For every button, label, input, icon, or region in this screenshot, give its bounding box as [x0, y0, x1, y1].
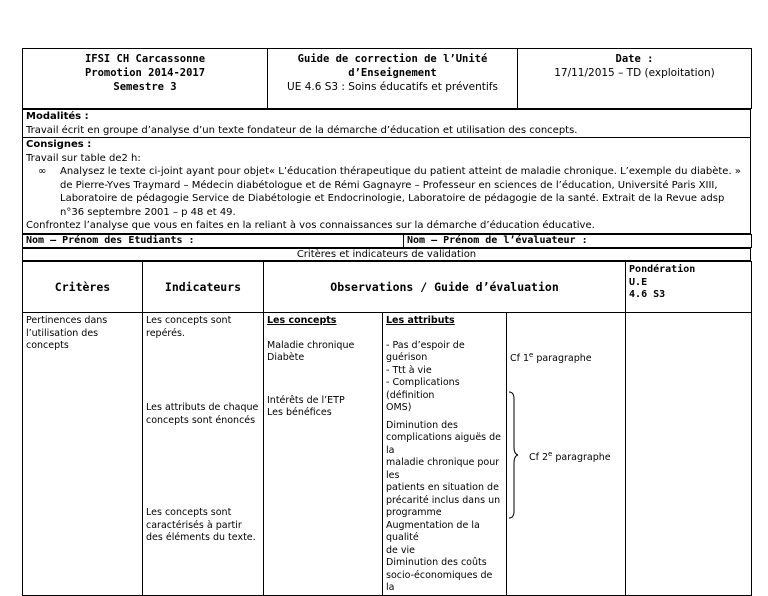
list-item: [38, 165, 747, 219]
indicateur-1: Les concepts sont repérés.: [146, 315, 232, 339]
critere-cell: [23, 313, 143, 596]
ue-title: UE 4.6 S3 : Soins éducatifs et préventifs: [287, 81, 498, 93]
attribut-b-4: précarité inclus dans un: [386, 494, 501, 506]
header-table: [22, 48, 752, 109]
ref-1-sup: e: [529, 351, 534, 359]
modalites-title: Modalités :: [26, 111, 89, 122]
ref-2-rest: paragraphe: [552, 452, 611, 464]
attribut-b-6: Augmentation de la qualité: [386, 519, 480, 543]
semester: Semestre 3: [113, 81, 177, 93]
ref-2-label: Cf 2: [529, 452, 549, 464]
indicateur-3: Les concepts sont caractérisés à partir des éléments du texte.: [146, 507, 256, 543]
consignes-bullet-text: Analysez le texte ci-joint ayant pour objet« L’éducation thérapeutique du patient atteint de maladie chronique. L’exemple du diabète. » de Pierre-Yves Traymard – Médecin diabétologue et de Rémi Gagnayre – Professeur en sciences de l’éducation, Université Paris XIII, Laboratoire de pédagogie Service de Diabétologie et Endocrinologie, Laboratoire de pédagogie de la santé. Extrait de la Revue adsp n°36 septembre 2001 – p 48 et 49.: [60, 166, 741, 218]
ref-1: [510, 349, 592, 366]
attribut-b-8: Diminution des coûts: [386, 557, 487, 568]
school-name: IFSI CH Carcassonne: [84, 53, 206, 65]
ponderation-ue: U.E: [629, 276, 648, 288]
critere-text: Pertinences dans l’utilisation des concepts: [26, 315, 108, 351]
date-cell: [518, 49, 752, 109]
attribut-b-7: de vie: [386, 544, 416, 556]
concept-etp: Intérêts de l’ETP: [267, 394, 345, 406]
ref-2: [529, 448, 611, 465]
attribut-a-2: - Complications (définition: [386, 377, 460, 401]
attribut-b-9: socio-économiques de la: [386, 569, 493, 593]
attribut-a-1: - Ttt à vie: [386, 364, 432, 376]
guide-title-cell: [268, 49, 518, 109]
date-label: Date :: [615, 53, 654, 65]
document-page: [22, 48, 751, 593]
attributs-cell: [383, 313, 507, 596]
promotion: Promotion 2014-2017: [84, 67, 206, 79]
ponderation-cell: [626, 313, 752, 596]
students-label: Nom – Prénom des Etudiants :: [23, 235, 404, 248]
criteria-title: Critères et indicateurs de validation: [23, 249, 751, 261]
col-indicateurs: Indicateurs: [143, 262, 264, 313]
indicateur-2: Les attributs de chaque concepts sont énoncés: [146, 402, 259, 426]
attribut-b-2: maladie chronique pour les: [386, 457, 500, 481]
concepts-cell: [264, 313, 383, 596]
ponderation-code: 4.6 S3: [629, 289, 666, 300]
col-observations: Observations / Guide d’évaluation: [264, 262, 626, 313]
ref-1-rest: paragraphe: [533, 353, 592, 365]
modalites-text: Travail écrit en groupe d’analyse d’un texte fondateur de la démarche d’éducation et utilisation des concepts.: [26, 124, 578, 136]
evaluation-table: [22, 261, 752, 596]
concept-diabete: Diabète: [267, 352, 305, 363]
ponderation-title: Pondération: [629, 264, 696, 275]
evaluator-label: Nom – Prénom de l’évaluateur :: [404, 235, 752, 248]
attribut-b-1: complications aiguës de la: [386, 432, 502, 456]
ref-1-label: Cf 1: [510, 353, 530, 365]
attribut-b-5: programme: [386, 507, 442, 518]
attributs-title: Les attributs: [386, 315, 455, 326]
attribut-b-0: Diminution des: [386, 419, 458, 431]
consignes-line1: Travail sur table de2 h:: [26, 152, 141, 164]
infinity-bullet-icon: ∞: [38, 166, 47, 177]
references-cell: [507, 313, 626, 596]
ref-2-sup: e: [548, 450, 553, 458]
consignes-list: [26, 165, 747, 219]
attribut-a-0: - Pas d’espoir de guérison: [386, 339, 465, 363]
concept-benefices: Les bénéfices: [267, 407, 332, 418]
modalites-cell: [23, 110, 751, 138]
consignes-last: Confrontez l’analyse que vous en faites en la reliant à vos connaissances sur la démarche d’éducation éducative.: [26, 220, 595, 231]
attribut-a-3: OMS): [386, 402, 412, 413]
criteria-title-table: [22, 248, 751, 261]
indicateurs-cell: [143, 313, 264, 596]
consignes-title: Consignes :: [26, 139, 92, 150]
date-value: 17/11/2015 – TD (exploitation): [554, 67, 715, 79]
consignes-cell: [23, 138, 751, 234]
names-table: [22, 234, 752, 248]
col-criteres: Critères: [23, 262, 143, 313]
attribut-b-3: patients en situation de: [386, 482, 499, 493]
col-ponderation: [626, 262, 752, 313]
concepts-title: Les concepts: [267, 315, 337, 326]
guide-title: Guide de correction de l’Unité d’Enseignement: [297, 53, 488, 79]
concept-maladie: Maladie chronique: [267, 339, 355, 351]
instructions-table: [22, 109, 751, 234]
right-brace-icon: [507, 391, 519, 519]
school-cell: [23, 49, 268, 109]
